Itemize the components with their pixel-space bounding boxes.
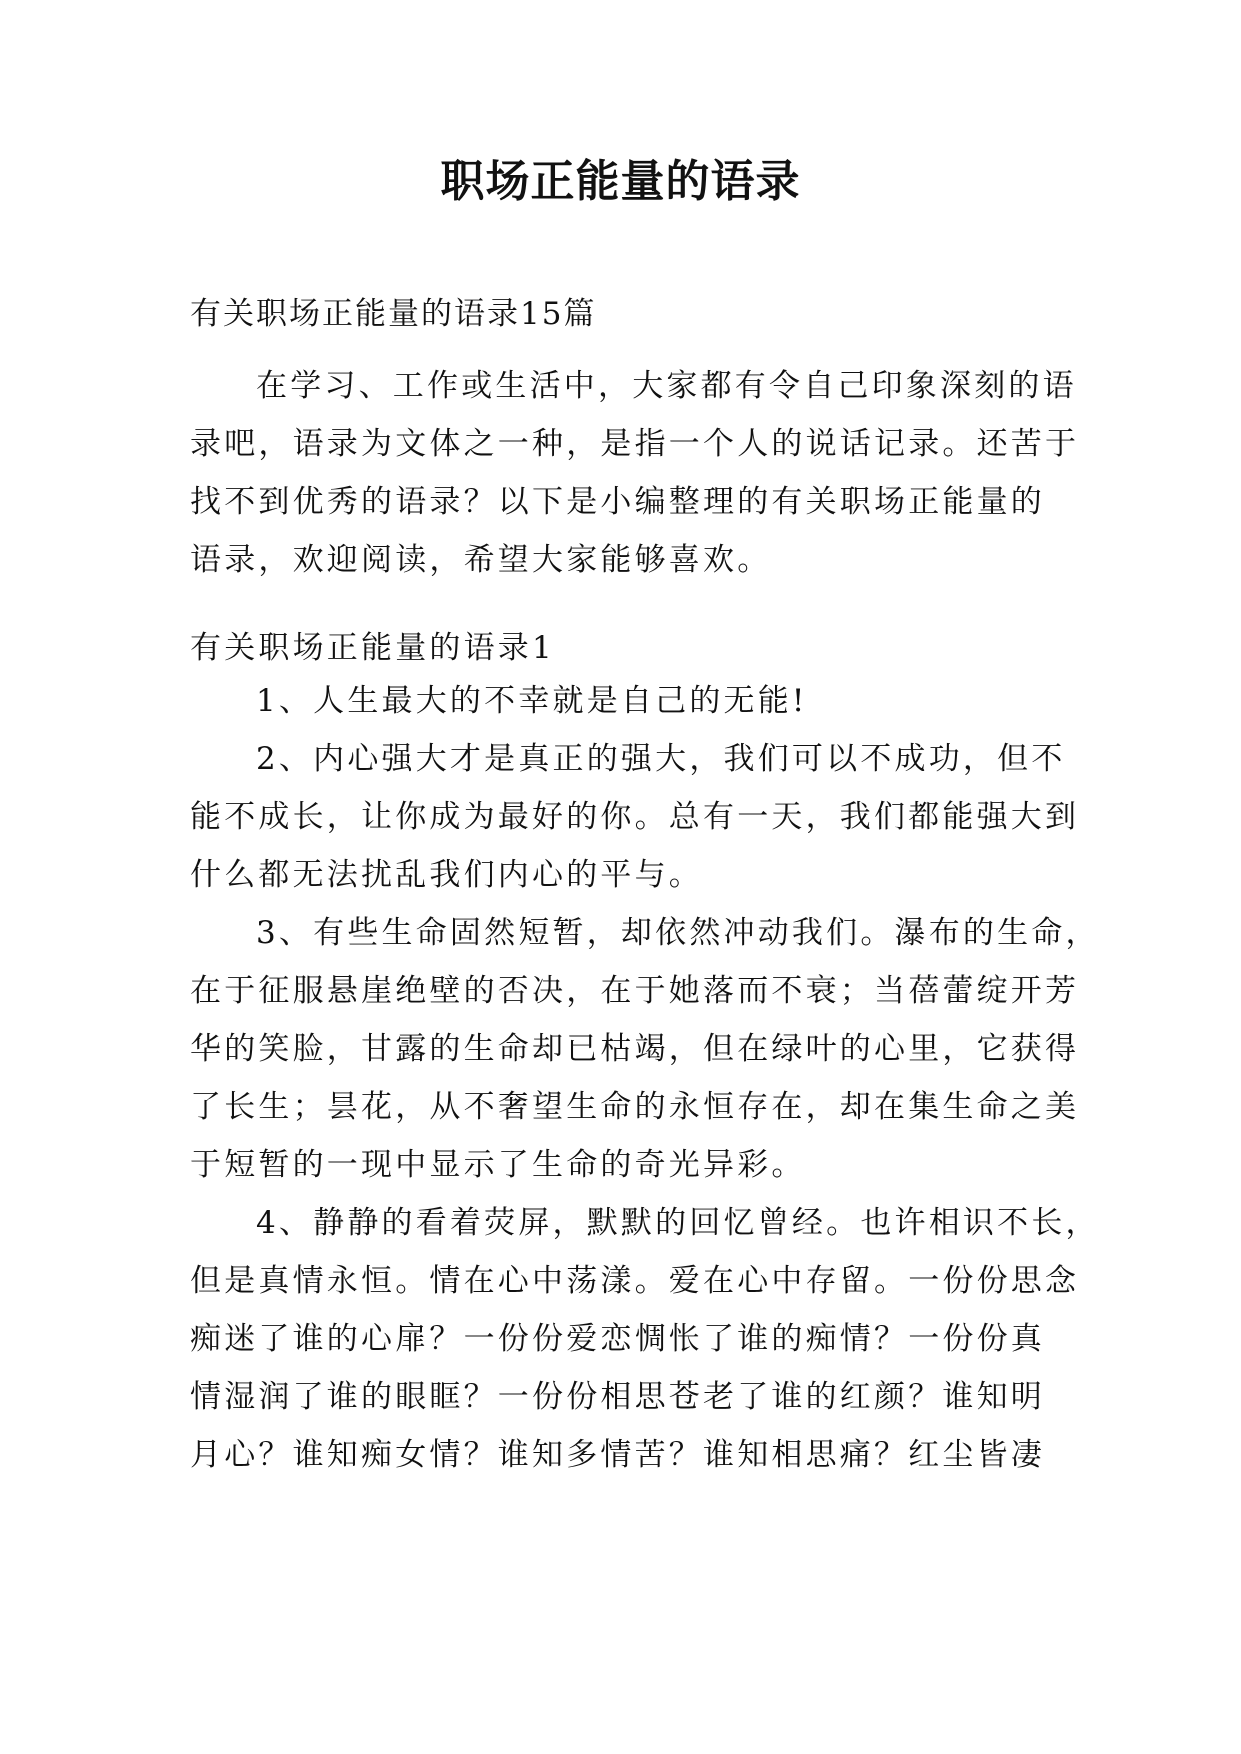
quote-item-line: 情湿润了谁的眼眶？一份份相思苍老了谁的红颜？谁知明 bbox=[190, 1379, 1045, 1415]
quote-item-line: 1、人生最大的不幸就是自己的无能! bbox=[256, 683, 808, 719]
quote-list bbox=[190, 672, 1100, 1484]
intro-paragraph bbox=[190, 357, 1080, 589]
quote-item-line: 4、静静的看着荧屏，默默的回忆曾经。也许相识不长， bbox=[256, 1205, 1100, 1241]
quote-item-line: 能不成长，让你成为最好的你。总有一天，我们都能强大到 bbox=[190, 799, 1080, 835]
quote-item-line: 于短暂的一现中显示了生命的奇光异彩。 bbox=[190, 1147, 806, 1183]
document-subtitle: 有关职场正能量的语录15篇 bbox=[190, 296, 597, 332]
intro-line: 在学习、工作或生活中，大家都有令自己印象深刻的语 bbox=[256, 368, 1077, 404]
quote-item-line: 什么都无法扰乱我们内心的平与。 bbox=[190, 857, 703, 893]
quote-item-line: 3、有些生命固然短暂，却依然冲动我们。瀑布的生命， bbox=[256, 915, 1100, 951]
quote-item-line: 华的笑脸，甘露的生命却已枯竭，但在绿叶的心里，它获得 bbox=[190, 1031, 1080, 1067]
section-heading: 有关职场正能量的语录1 bbox=[190, 630, 555, 666]
quote-item-line: 月心？谁知痴女情？谁知多情苦？谁知相思痛？红尘皆凄 bbox=[190, 1437, 1045, 1473]
quote-item-line: 但是真情永恒。情在心中荡漾。爱在心中存留。一份份思念 bbox=[190, 1263, 1080, 1299]
quote-item-line: 痴迷了谁的心扉？一份份爱恋惆怅了谁的痴情？一份份真 bbox=[190, 1321, 1045, 1357]
intro-line: 录吧，语录为文体之一种，是指一个人的说话记录。还苦于 bbox=[190, 426, 1080, 462]
section-heading-block bbox=[190, 619, 1053, 677]
quote-item-line: 了长生；昙花，从不奢望生命的永恒存在，却在集生命之美 bbox=[190, 1089, 1080, 1125]
document-title: 职场正能量的语录 bbox=[440, 156, 801, 207]
intro-line: 语录，欢迎阅读，希望大家能够喜欢。 bbox=[190, 542, 772, 578]
quote-item-line: 2、内心强大才是真正的强大，我们可以不成功，但不 bbox=[256, 741, 1066, 777]
quote-item-line: 在于征服悬崖绝壁的否决，在于她落而不衰；当蓓蕾绽开芳 bbox=[190, 973, 1080, 1009]
intro-line: 找不到优秀的语录？以下是小编整理的有关职场正能量的 bbox=[190, 484, 1045, 520]
